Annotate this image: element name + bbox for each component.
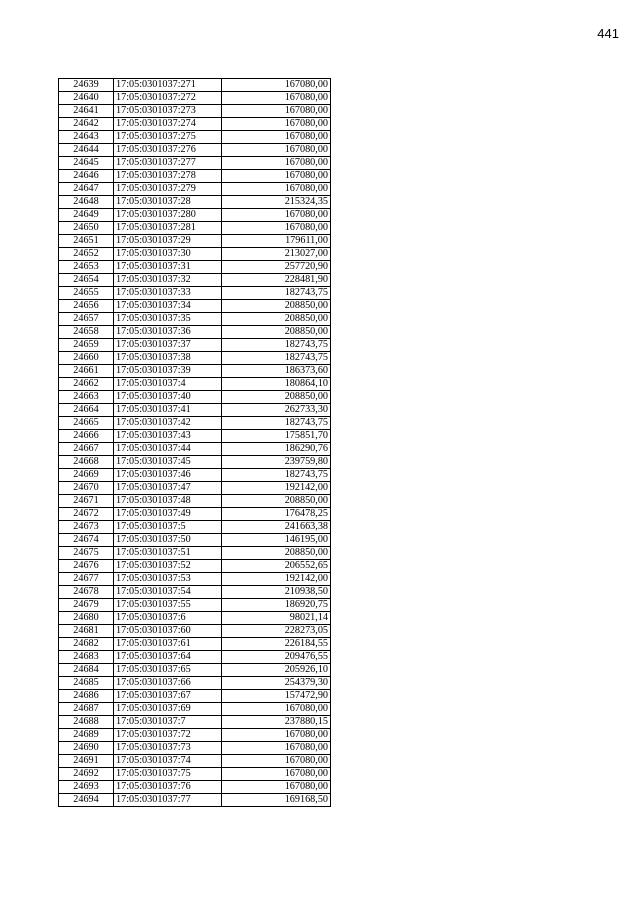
row-number-cell: 24679 [59,599,114,612]
cadastral-number-cell: 17:05:0301037:274 [114,118,222,131]
value-cell: 167080,00 [222,703,331,716]
row-number-cell: 24648 [59,196,114,209]
cadastral-number-cell: 17:05:0301037:32 [114,274,222,287]
value-cell: 167080,00 [222,170,331,183]
value-cell: 254379,30 [222,677,331,690]
table-row [59,664,331,677]
table-row [59,326,331,339]
value-cell: 179611,00 [222,235,331,248]
value-cell: 167080,00 [222,79,331,92]
table-row [59,443,331,456]
row-number-cell: 24660 [59,352,114,365]
cadastral-number-cell: 17:05:0301037:77 [114,794,222,807]
row-number-cell: 24655 [59,287,114,300]
row-number-cell: 24654 [59,274,114,287]
table-row [59,352,331,365]
value-cell: 175851,70 [222,430,331,443]
value-cell: 146195,00 [222,534,331,547]
value-cell: 239759,80 [222,456,331,469]
cadastral-number-cell: 17:05:0301037:273 [114,105,222,118]
row-number-cell: 24683 [59,651,114,664]
value-cell: 228273,05 [222,625,331,638]
row-number-cell: 24672 [59,508,114,521]
value-cell: 167080,00 [222,183,331,196]
cadastral-number-cell: 17:05:0301037:65 [114,664,222,677]
cadastral-number-cell: 17:05:0301037:5 [114,521,222,534]
value-cell: 208850,00 [222,326,331,339]
cadastral-number-cell: 17:05:0301037:34 [114,300,222,313]
value-cell: 182743,75 [222,417,331,430]
table-row [59,560,331,573]
table-row [59,391,331,404]
row-number-cell: 24651 [59,235,114,248]
row-number-cell: 24663 [59,391,114,404]
cadastral-number-cell: 17:05:0301037:43 [114,430,222,443]
row-number-cell: 24690 [59,742,114,755]
value-cell: 186290,76 [222,443,331,456]
row-number-cell: 24656 [59,300,114,313]
cadastral-number-cell: 17:05:0301037:45 [114,456,222,469]
cadastral-number-cell: 17:05:0301037:33 [114,287,222,300]
row-number-cell: 24675 [59,547,114,560]
row-number-cell: 24674 [59,534,114,547]
row-number-cell: 24664 [59,404,114,417]
value-cell: 167080,00 [222,157,331,170]
table-row [59,222,331,235]
cadastral-number-cell: 17:05:0301037:39 [114,365,222,378]
row-number-cell: 24676 [59,560,114,573]
cadastral-number-cell: 17:05:0301037:51 [114,547,222,560]
table-row [59,157,331,170]
value-cell: 180864,10 [222,378,331,391]
cadastral-number-cell: 17:05:0301037:35 [114,313,222,326]
cadastral-number-cell: 17:05:0301037:50 [114,534,222,547]
row-number-cell: 24684 [59,664,114,677]
cadastral-number-cell: 17:05:0301037:6 [114,612,222,625]
cadastral-number-cell: 17:05:0301037:31 [114,261,222,274]
row-number-cell: 24647 [59,183,114,196]
value-cell: 182743,75 [222,339,331,352]
cadastral-number-cell: 17:05:0301037:7 [114,716,222,729]
table-row [59,209,331,222]
cadastral-number-cell: 17:05:0301037:66 [114,677,222,690]
row-number-cell: 24641 [59,105,114,118]
value-cell: 167080,00 [222,209,331,222]
value-cell: 208850,00 [222,391,331,404]
table-row [59,482,331,495]
cadastral-number-cell: 17:05:0301037:69 [114,703,222,716]
cadastral-number-cell: 17:05:0301037:46 [114,469,222,482]
cadastral-number-cell: 17:05:0301037:42 [114,417,222,430]
row-number-cell: 24681 [59,625,114,638]
value-cell: 157472,90 [222,690,331,703]
cadastral-number-cell: 17:05:0301037:275 [114,131,222,144]
value-cell: 228481,90 [222,274,331,287]
table-row [59,235,331,248]
table-row [59,703,331,716]
cadastral-number-cell: 17:05:0301037:76 [114,781,222,794]
table-row [59,183,331,196]
value-cell: 241663,38 [222,521,331,534]
table-row [59,573,331,586]
value-cell: 186373,60 [222,365,331,378]
cadastral-number-cell: 17:05:0301037:44 [114,443,222,456]
cadastral-number-cell: 17:05:0301037:41 [114,404,222,417]
table-row [59,404,331,417]
row-number-cell: 24665 [59,417,114,430]
row-number-cell: 24677 [59,573,114,586]
table-row [59,365,331,378]
cadastral-number-cell: 17:05:0301037:36 [114,326,222,339]
value-cell: 215324,35 [222,196,331,209]
row-number-cell: 24688 [59,716,114,729]
value-cell: 237880,15 [222,716,331,729]
cadastral-number-cell: 17:05:0301037:37 [114,339,222,352]
row-number-cell: 24687 [59,703,114,716]
value-cell: 257720,90 [222,261,331,274]
cadastral-number-cell: 17:05:0301037:281 [114,222,222,235]
table-row [59,612,331,625]
row-number-cell: 24691 [59,755,114,768]
value-cell: 167080,00 [222,768,331,781]
value-cell: 206552,65 [222,560,331,573]
row-number-cell: 24653 [59,261,114,274]
row-number-cell: 24678 [59,586,114,599]
table-row [59,144,331,157]
value-cell: 167080,00 [222,742,331,755]
value-cell: 209476,55 [222,651,331,664]
table-row [59,313,331,326]
cadastral-number-cell: 17:05:0301037:30 [114,248,222,261]
table-row [59,521,331,534]
table-row [59,105,331,118]
cadastral-number-cell: 17:05:0301037:48 [114,495,222,508]
table-row [59,339,331,352]
cadastral-value-table [58,78,331,807]
cadastral-number-cell: 17:05:0301037:64 [114,651,222,664]
value-cell: 167080,00 [222,729,331,742]
table-row [59,417,331,430]
page-number: 441 [597,26,619,41]
row-number-cell: 24689 [59,729,114,742]
value-cell: 186920,75 [222,599,331,612]
cadastral-number-cell: 17:05:0301037:72 [114,729,222,742]
table-row [59,274,331,287]
value-cell: 176478,25 [222,508,331,521]
value-cell: 192142,00 [222,482,331,495]
table-row [59,287,331,300]
table-row [59,248,331,261]
table-row [59,456,331,469]
row-number-cell: 24649 [59,209,114,222]
value-cell: 205926,10 [222,664,331,677]
cadastral-number-cell: 17:05:0301037:276 [114,144,222,157]
table-row [59,729,331,742]
row-number-cell: 24658 [59,326,114,339]
row-number-cell: 24685 [59,677,114,690]
cadastral-number-cell: 17:05:0301037:55 [114,599,222,612]
value-cell: 167080,00 [222,222,331,235]
table-row [59,781,331,794]
value-cell: 182743,75 [222,469,331,482]
cadastral-number-cell: 17:05:0301037:40 [114,391,222,404]
value-cell: 208850,00 [222,547,331,560]
cadastral-number-cell: 17:05:0301037:60 [114,625,222,638]
row-number-cell: 24657 [59,313,114,326]
row-number-cell: 24673 [59,521,114,534]
value-cell: 167080,00 [222,781,331,794]
row-number-cell: 24694 [59,794,114,807]
cadastral-number-cell: 17:05:0301037:52 [114,560,222,573]
table-row [59,469,331,482]
table-row [59,79,331,92]
value-cell: 167080,00 [222,131,331,144]
cadastral-number-cell: 17:05:0301037:61 [114,638,222,651]
row-number-cell: 24686 [59,690,114,703]
row-number-cell: 24659 [59,339,114,352]
value-cell: 167080,00 [222,755,331,768]
cadastral-number-cell: 17:05:0301037:271 [114,79,222,92]
table-row [59,170,331,183]
row-number-cell: 24642 [59,118,114,131]
table-row [59,196,331,209]
table-row [59,495,331,508]
row-number-cell: 24680 [59,612,114,625]
cadastral-number-cell: 17:05:0301037:38 [114,352,222,365]
value-cell: 167080,00 [222,105,331,118]
table-row [59,131,331,144]
value-cell: 208850,00 [222,313,331,326]
row-number-cell: 24645 [59,157,114,170]
table-row [59,118,331,131]
row-number-cell: 24644 [59,144,114,157]
table-row [59,651,331,664]
value-cell: 213027,00 [222,248,331,261]
value-cell: 169168,50 [222,794,331,807]
row-number-cell: 24682 [59,638,114,651]
table-row [59,742,331,755]
cadastral-number-cell: 17:05:0301037:47 [114,482,222,495]
table-row [59,599,331,612]
row-number-cell: 24652 [59,248,114,261]
table-row [59,768,331,781]
row-number-cell: 24668 [59,456,114,469]
cadastral-number-cell: 17:05:0301037:277 [114,157,222,170]
table-row [59,430,331,443]
cadastral-number-cell: 17:05:0301037:75 [114,768,222,781]
table-row [59,586,331,599]
cadastral-number-cell: 17:05:0301037:29 [114,235,222,248]
value-cell: 226184,55 [222,638,331,651]
cadastral-number-cell: 17:05:0301037:67 [114,690,222,703]
row-number-cell: 24671 [59,495,114,508]
table-row [59,261,331,274]
cadastral-number-cell: 17:05:0301037:4 [114,378,222,391]
value-cell: 208850,00 [222,300,331,313]
table-row [59,677,331,690]
value-cell: 98021,14 [222,612,331,625]
row-number-cell: 24692 [59,768,114,781]
value-cell: 167080,00 [222,118,331,131]
cadastral-number-cell: 17:05:0301037:73 [114,742,222,755]
table-row [59,92,331,105]
cadastral-number-cell: 17:05:0301037:28 [114,196,222,209]
cadastral-number-cell: 17:05:0301037:278 [114,170,222,183]
row-number-cell: 24667 [59,443,114,456]
table-row [59,547,331,560]
cadastral-number-cell: 17:05:0301037:272 [114,92,222,105]
table-row [59,794,331,807]
value-cell: 192142,00 [222,573,331,586]
cadastral-number-cell: 17:05:0301037:279 [114,183,222,196]
table-row [59,755,331,768]
table-row [59,716,331,729]
table-row [59,625,331,638]
row-number-cell: 24661 [59,365,114,378]
value-cell: 210938,50 [222,586,331,599]
row-number-cell: 24693 [59,781,114,794]
row-number-cell: 24646 [59,170,114,183]
table-row [59,300,331,313]
row-number-cell: 24669 [59,469,114,482]
value-cell: 262733,30 [222,404,331,417]
cadastral-number-cell: 17:05:0301037:53 [114,573,222,586]
cadastral-number-cell: 17:05:0301037:54 [114,586,222,599]
value-cell: 182743,75 [222,287,331,300]
table-row [59,508,331,521]
row-number-cell: 24662 [59,378,114,391]
row-number-cell: 24643 [59,131,114,144]
row-number-cell: 24640 [59,92,114,105]
row-number-cell: 24666 [59,430,114,443]
table-body [59,79,331,807]
value-cell: 182743,75 [222,352,331,365]
row-number-cell: 24650 [59,222,114,235]
value-cell: 167080,00 [222,144,331,157]
cadastral-number-cell: 17:05:0301037:280 [114,209,222,222]
table-row [59,534,331,547]
cadastral-number-cell: 17:05:0301037:49 [114,508,222,521]
table-row [59,378,331,391]
row-number-cell: 24670 [59,482,114,495]
cadastral-number-cell: 17:05:0301037:74 [114,755,222,768]
table-row [59,690,331,703]
value-cell: 167080,00 [222,92,331,105]
value-cell: 208850,00 [222,495,331,508]
row-number-cell: 24639 [59,79,114,92]
table-row [59,638,331,651]
